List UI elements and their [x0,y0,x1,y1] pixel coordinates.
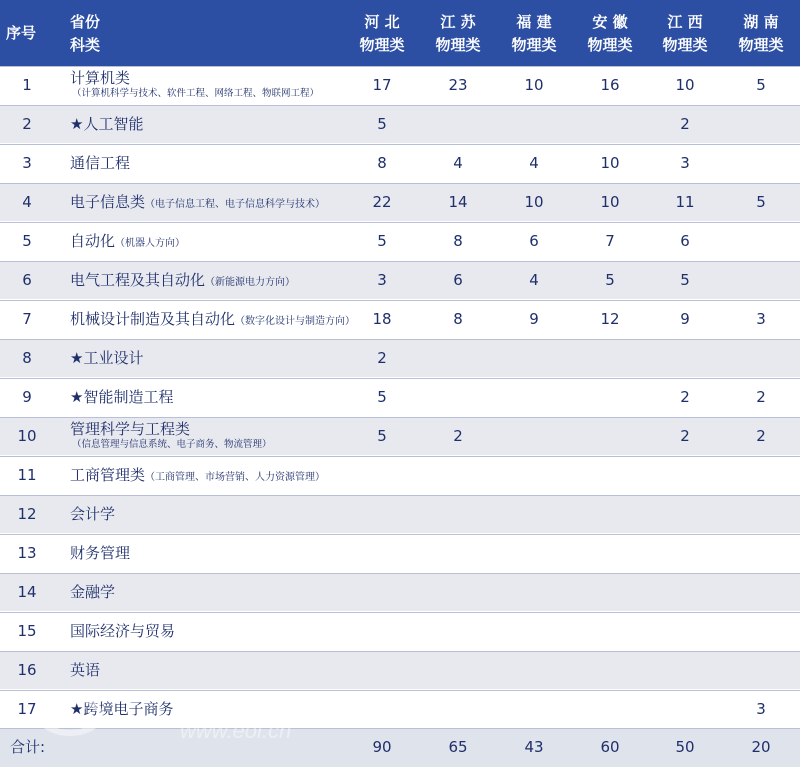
quota-cell: 3 [756,310,766,328]
quota-cell [580,457,640,494]
table-row [0,66,800,104]
quota-cell [731,223,791,260]
quota-cell: 4 [529,154,539,172]
quota-cell [655,340,715,377]
table-row [0,534,800,572]
province-name-5: 湖 南 [743,13,779,31]
major-label: ★智能制造工程 [70,388,174,406]
row-major-name [70,574,115,611]
watermark-text: www.eol.cn [180,718,292,743]
quota-cell [580,379,640,416]
quota-cell [352,691,412,728]
province-name-4: 江 西 [667,13,703,31]
major-detail: （电子信息工程、电子信息科学与技术） [145,199,326,210]
major-detail: （数字化设计与制造方向） [235,316,356,327]
province-track-4: 物理类 [662,36,708,54]
quota-cell [428,574,488,611]
row-major-name [70,535,130,572]
quota-cell: 2 [377,349,387,367]
row-index: 3 [22,154,32,172]
quota-cell [580,574,640,611]
table-row [0,261,800,299]
quota-cell [504,340,564,377]
major-label: 电气工程及其自动化 [70,271,206,289]
quota-cell [731,613,791,650]
total-cell: 20 [751,738,771,756]
quota-cell [580,613,640,650]
index-column-header: 序号 [6,24,37,42]
quota-cell [504,613,564,650]
quota-cell [731,340,791,377]
table-row [0,573,800,611]
quota-cell: 2 [756,388,766,406]
table-row [0,339,800,377]
quota-cell [580,535,640,572]
quota-cell [504,457,564,494]
quota-cell [731,535,791,572]
quota-cell: 6 [680,232,690,250]
quota-cell [352,652,412,689]
province-header: 省份 [70,13,101,31]
major-label: ★工业设计 [70,349,144,367]
major-label: 英语 [70,661,101,679]
quota-cell: 2 [453,427,463,445]
row-major-name [70,184,325,221]
quota-cell: 5 [377,427,387,445]
quota-cell [580,340,640,377]
row-major-name [70,67,319,107]
quota-cell [352,457,412,494]
quota-cell [504,535,564,572]
major-label: 自动化 [70,232,116,250]
total-row [0,728,800,767]
row-major-name [70,301,355,338]
quota-cell [580,691,640,728]
quota-cell: 5 [756,193,766,211]
quota-cell [428,340,488,377]
major-label: 通信工程 [70,154,131,172]
province-track-0: 物理类 [359,36,405,54]
quota-cell [580,418,640,455]
major-label: 财务管理 [70,544,131,562]
row-major-name [70,691,173,728]
province-track-2: 物理类 [511,36,557,54]
quota-cell: 5 [377,232,387,250]
quota-cell: 11 [675,193,695,211]
quota-cell [504,691,564,728]
category-header: 科类 [70,36,101,54]
quota-cell: 2 [756,427,766,445]
major-label: 会计学 [70,505,116,523]
quota-cell [504,496,564,533]
row-major-name [70,340,143,377]
quota-cell: 5 [756,76,766,94]
quota-cell [428,652,488,689]
major-label: 国际经济与贸易 [70,622,176,640]
province-name-1: 江 苏 [440,13,476,31]
quota-cell [428,106,488,143]
quota-cell [428,496,488,533]
quota-cell: 10 [600,193,620,211]
quota-cell: 9 [680,310,690,328]
quota-cell [428,457,488,494]
total-label: 合计: [10,738,46,756]
quota-cell: 10 [600,154,620,172]
row-index: 2 [22,115,32,133]
province-name-0: 河 北 [364,13,400,31]
quota-cell [352,574,412,611]
quota-cell: 2 [680,388,690,406]
major-label: ★跨境电子商务 [70,700,174,718]
province-track-3: 物理类 [587,36,633,54]
row-index: 17 [17,700,37,718]
table-row [0,690,800,728]
quota-cell: 10 [524,76,544,94]
quota-cell: 3 [756,700,766,718]
major-label: 计算机类 [70,69,131,87]
quota-cell: 10 [524,193,544,211]
quota-cell [731,496,791,533]
table-row [0,378,800,416]
row-index: 12 [17,505,37,523]
quota-cell [731,145,791,182]
table-row [0,144,800,182]
quota-cell: 5 [377,115,387,133]
row-major-name [70,262,295,299]
row-major-name [70,106,143,143]
row-major-name [70,613,175,650]
quota-cell: 6 [453,271,463,289]
province-name-3: 安 徽 [592,13,628,31]
quota-cell [428,379,488,416]
major-detail: （计算机科学与技术、软件工程、网络工程、物联网工程） [72,88,320,99]
quota-cell: 17 [372,76,392,94]
quota-cell: 4 [453,154,463,172]
quota-cell: 3 [680,154,690,172]
quota-cell [352,613,412,650]
row-major-name [70,223,185,260]
table-row [0,222,800,260]
quota-cell: 12 [600,310,620,328]
table-row [0,456,800,494]
quota-cell: 8 [453,310,463,328]
quota-cell: 3 [377,271,387,289]
major-label: 电子信息类 [70,193,146,211]
quota-cell [428,535,488,572]
quota-cell [428,613,488,650]
major-label: 金融学 [70,583,116,601]
quota-cell: 2 [680,115,690,133]
quota-cell: 6 [529,232,539,250]
row-major-name [70,652,100,689]
row-index: 5 [22,232,32,250]
table-row [0,105,800,143]
quota-cell: 16 [600,76,620,94]
quota-cell [504,379,564,416]
quota-cell [428,691,488,728]
total-cell: 50 [675,738,695,756]
table-row [0,300,800,338]
quota-cell [352,535,412,572]
quota-cell [655,574,715,611]
province-track-5: 物理类 [738,36,784,54]
quota-cell: 23 [448,76,468,94]
row-index: 15 [17,622,37,640]
row-index: 13 [17,544,37,562]
quota-cell: 18 [372,310,392,328]
major-label: ★人工智能 [70,115,144,133]
row-index: 11 [17,466,37,484]
row-index: 9 [22,388,32,406]
quota-cell: 5 [605,271,615,289]
quota-cell [504,418,564,455]
quota-cell: 9 [529,310,539,328]
quota-cell: 14 [448,193,468,211]
quota-cell [504,652,564,689]
row-index: 4 [22,193,32,211]
total-cell: 43 [524,738,544,756]
quota-cell [655,496,715,533]
quota-cell [655,457,715,494]
quota-cell [731,457,791,494]
quota-cell: 8 [377,154,387,172]
row-major-name [70,145,130,182]
row-major-name [70,496,115,533]
quota-cell [580,652,640,689]
row-index: 7 [22,310,32,328]
row-major-name [70,379,173,416]
row-index: 8 [22,349,32,367]
quota-cell [580,496,640,533]
table-row [0,651,800,689]
row-index: 16 [17,661,37,679]
quota-cell: 5 [377,388,387,406]
quota-cell [731,106,791,143]
row-major-name [70,418,272,458]
quota-cell [731,262,791,299]
quota-cell: 8 [453,232,463,250]
major-detail: （新能源电力方向） [205,277,296,288]
quota-cell: 5 [680,271,690,289]
quota-cell: 2 [680,427,690,445]
table-row [0,417,800,455]
quota-cell [731,574,791,611]
table-row [0,612,800,650]
quota-cell [655,613,715,650]
row-index: 1 [22,76,32,94]
row-index: 14 [17,583,37,601]
table-header [0,0,800,66]
quota-cell: 10 [675,76,695,94]
quota-cell: 22 [372,193,392,211]
quota-cell [655,691,715,728]
quota-cell [504,574,564,611]
major-label: 工商管理类 [70,466,146,484]
total-cell: 90 [372,738,392,756]
quota-cell: 4 [529,271,539,289]
row-major-name [70,457,325,494]
row-index: 6 [22,271,32,289]
table-row [0,495,800,533]
major-label: 机械设计制造及其自动化 [70,310,236,328]
quota-cell [731,652,791,689]
province-name-2: 福 建 [516,13,552,31]
quota-cell [504,106,564,143]
total-cell: 65 [448,738,468,756]
quota-cell [352,496,412,533]
total-cell: 60 [600,738,620,756]
quota-cell [655,652,715,689]
quota-cell [580,106,640,143]
major-detail: （信息管理与信息系统、电子商务、物流管理） [72,439,272,450]
province-track-1: 物理类 [435,36,481,54]
major-detail: （机器人方向） [115,238,186,249]
table-row [0,183,800,221]
quota-cell [655,535,715,572]
major-detail: （工商管理、市场营销、人力资源管理） [145,472,326,483]
row-index: 10 [17,427,37,445]
quota-cell: 7 [605,232,615,250]
major-label: 管理科学与工程类 [70,420,191,438]
